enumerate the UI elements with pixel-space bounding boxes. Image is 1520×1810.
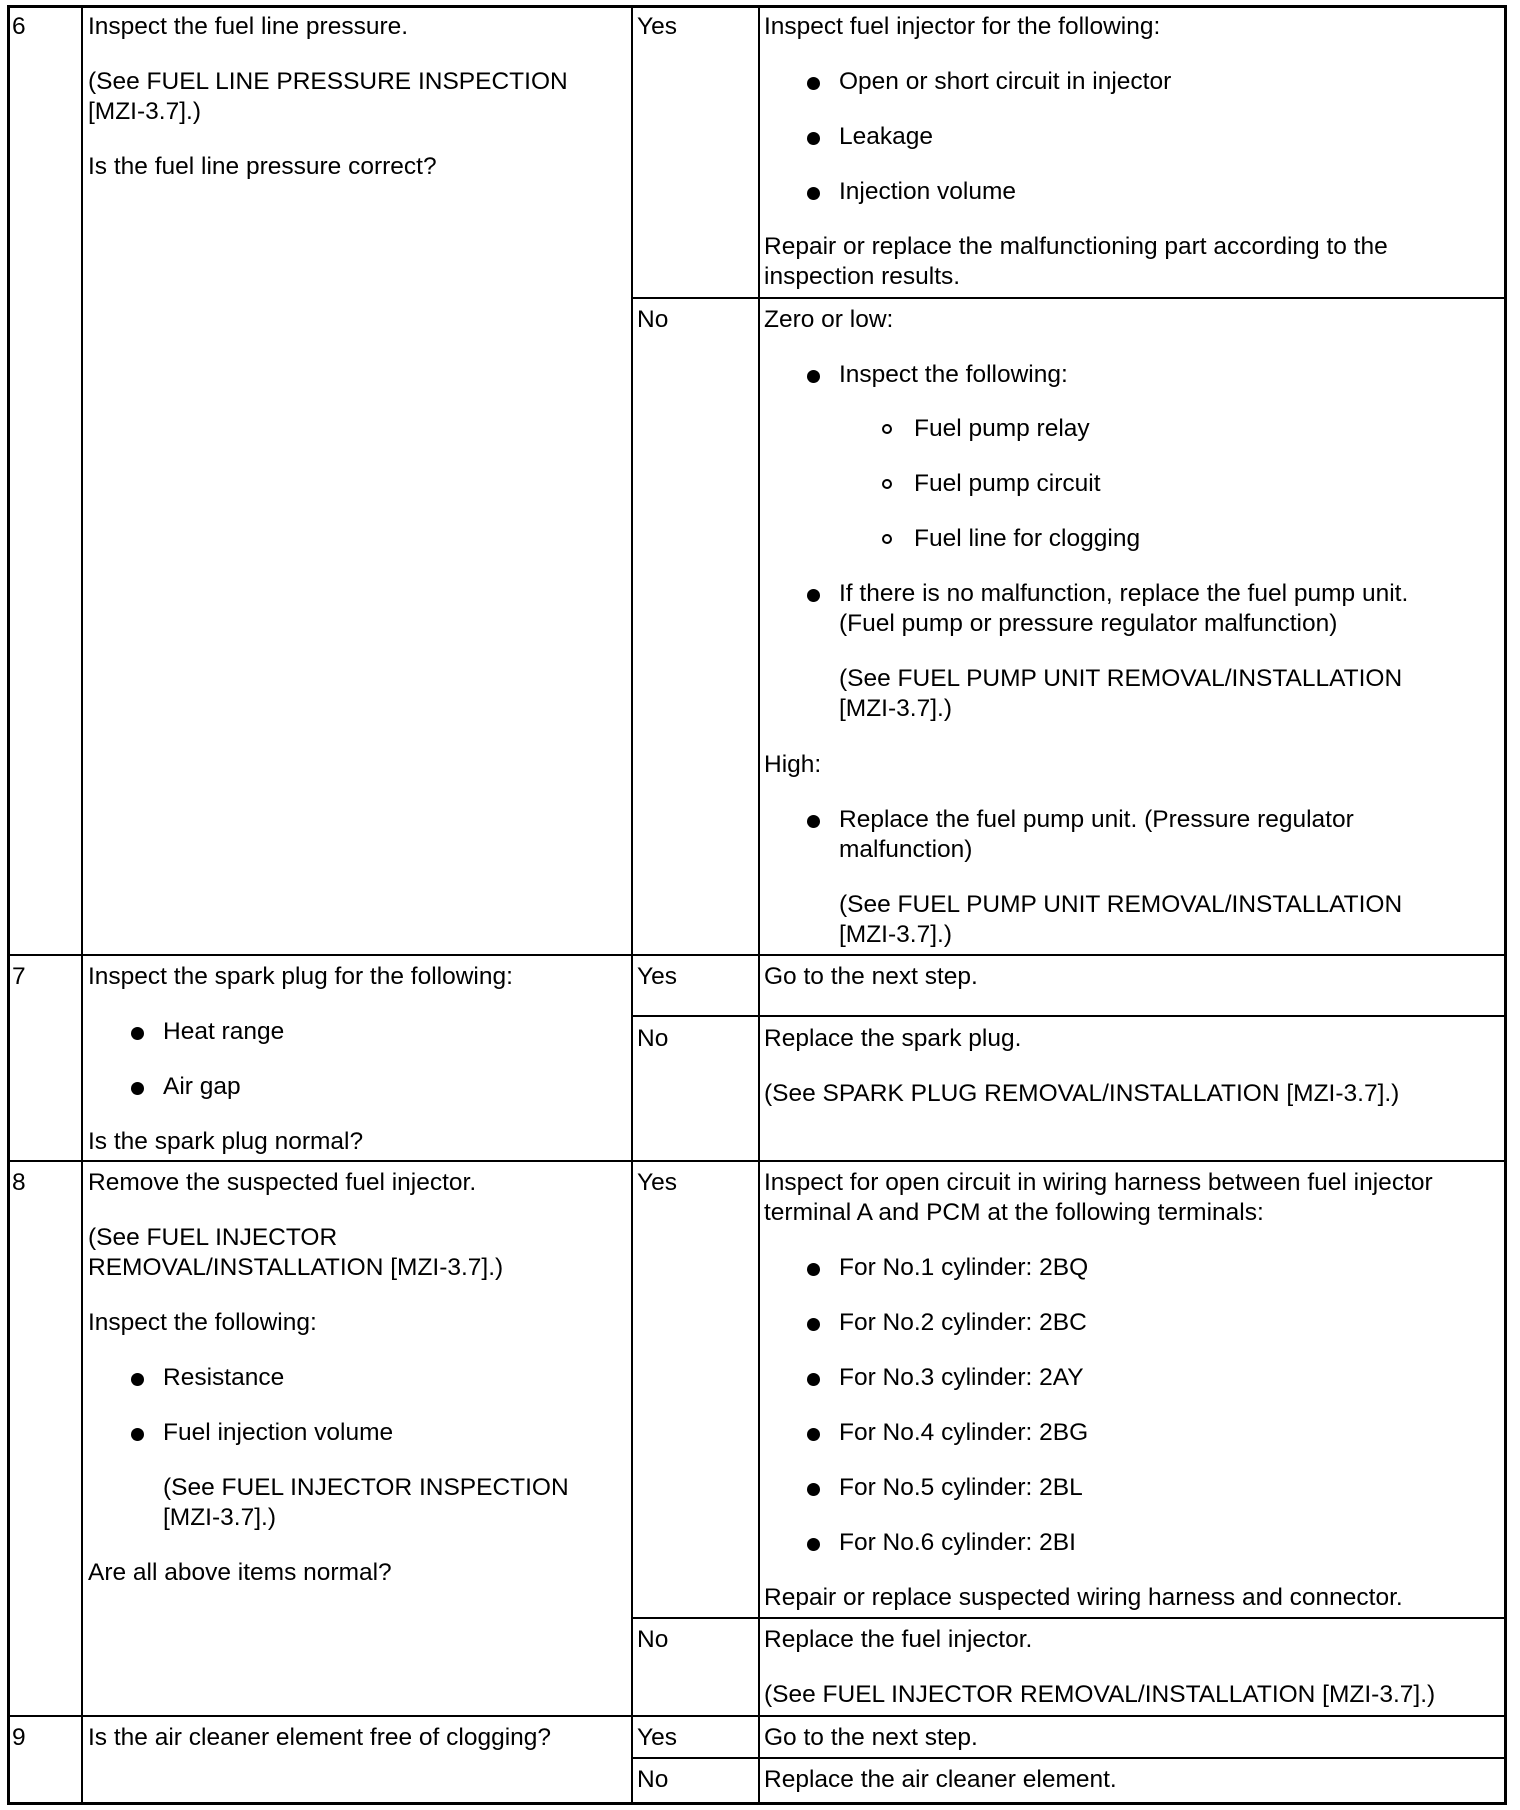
row6-no-sub-1: Fuel pump relay (914, 415, 1090, 442)
bullet-icon (807, 1428, 820, 1441)
row6-no-see-pump-2-line2: [MZI-3.7].) (839, 921, 952, 948)
row9-no-label: No (637, 1766, 669, 1793)
bullet-icon (807, 1538, 820, 1551)
row7-yes-label: Yes (637, 963, 677, 990)
bullet-icon (131, 1373, 144, 1386)
bullet-icon (131, 1428, 144, 1441)
row-divider-7-8 (7, 1160, 1507, 1162)
subrow-divider-9 (631, 1757, 1507, 1759)
row9-yes-label: Yes (637, 1724, 677, 1751)
row8-action-question: Are all above items normal? (88, 1559, 392, 1586)
column-divider-result (758, 5, 760, 1805)
row6-action-line1: Inspect the fuel line pressure. (88, 13, 409, 40)
row6-no-zero-heading: Zero or low: (764, 306, 894, 333)
step-number-7: 7 (12, 963, 26, 990)
row8-no-label: No (637, 1626, 669, 1653)
row7-no-label: No (637, 1025, 669, 1052)
row8-no-see: (See FUEL INJECTOR REMOVAL/INSTALLATION [MZI-3.7].) (764, 1681, 1436, 1708)
subrow-divider-7 (631, 1015, 1507, 1017)
row6-no-malfunction-line2: (Fuel pump or pressure regulator malfunction) (839, 610, 1338, 637)
bullet-icon (807, 1483, 820, 1496)
row8-yes-outro: Repair or replace suspected wiring harness and connector. (764, 1584, 1403, 1611)
subrow-divider-6 (631, 297, 1507, 299)
row6-action-question: Is the fuel line pressure correct? (88, 153, 437, 180)
subrow-divider-8 (631, 1617, 1507, 1619)
row6-no-malfunction-line1: If there is no malfunction, replace the fuel pump unit. (839, 580, 1409, 607)
row6-no-inspect: Inspect the following: (839, 361, 1068, 388)
bullet-icon (807, 187, 820, 200)
row8-yes-bullet-6: For No.6 cylinder: 2BI (839, 1529, 1076, 1556)
row6-no-label: No (637, 306, 669, 333)
row7-action-intro: Inspect the spark plug for the following: (88, 963, 513, 990)
row8-yes-label: Yes (637, 1169, 677, 1196)
bullet-icon (807, 370, 820, 383)
row6-yes-intro: Inspect fuel injector for the following: (764, 13, 1161, 40)
bullet-icon (807, 77, 820, 90)
row6-yes-bullet-1: Open or short circuit in injector (839, 68, 1172, 95)
row8-yes-bullet-3: For No.3 cylinder: 2AY (839, 1364, 1084, 1391)
row7-no-text: Replace the spark plug. (764, 1025, 1022, 1052)
column-divider-step (81, 5, 83, 1805)
row6-action-see-line1: (See FUEL LINE PRESSURE INSPECTION (88, 68, 568, 95)
sub-bullet-icon (882, 479, 892, 489)
bullet-icon (131, 1027, 144, 1040)
row8-action-see-line2: REMOVAL/INSTALLATION [MZI-3.7].) (88, 1254, 504, 1281)
row6-no-sub-2: Fuel pump circuit (914, 470, 1101, 497)
row8-action-see2-line2: [MZI-3.7].) (163, 1504, 276, 1531)
row6-yes-bullet-3: Injection volume (839, 178, 1017, 205)
column-divider-action (631, 5, 633, 1805)
bullet-icon (807, 1373, 820, 1386)
row6-no-sub-3: Fuel line for clogging (914, 525, 1141, 552)
row6-no-see-pump-1-line1: (See FUEL PUMP UNIT REMOVAL/INSTALLATION (839, 665, 1403, 692)
row8-action-see-line1: (See FUEL INJECTOR (88, 1224, 338, 1251)
row7-action-bullet-2: Air gap (163, 1073, 241, 1100)
bullet-icon (131, 1082, 144, 1095)
row6-no-high-heading: High: (764, 751, 822, 778)
row6-no-replace-line2: malfunction) (839, 836, 973, 863)
row7-no-see: (See SPARK PLUG REMOVAL/INSTALLATION [MZI-3.7].) (764, 1080, 1400, 1107)
row8-yes-bullet-2: For No.2 cylinder: 2BC (839, 1309, 1087, 1336)
sub-bullet-icon (882, 424, 892, 434)
row8-yes-intro-line1: Inspect for open circuit in wiring harness between fuel injector (764, 1169, 1433, 1196)
row6-no-see-pump-1-line2: [MZI-3.7].) (839, 695, 952, 722)
step-number-9: 9 (12, 1724, 26, 1751)
row6-yes-bullet-2: Leakage (839, 123, 934, 150)
row8-action-see2-line1: (See FUEL INJECTOR INSPECTION (163, 1474, 569, 1501)
row-divider-6-7 (7, 954, 1507, 956)
row-divider-8-9 (7, 1715, 1507, 1717)
row7-action-bullet-1: Heat range (163, 1018, 285, 1045)
bullet-icon (807, 815, 820, 828)
row6-no-see-pump-2-line1: (See FUEL PUMP UNIT REMOVAL/INSTALLATION (839, 891, 1403, 918)
row8-yes-bullet-5: For No.5 cylinder: 2BL (839, 1474, 1083, 1501)
step-number-8: 8 (12, 1169, 26, 1196)
sub-bullet-icon (882, 534, 892, 544)
row9-action: Is the air cleaner element free of clogging? (88, 1724, 552, 1751)
row8-action-intro: Remove the suspected fuel injector. (88, 1169, 477, 1196)
row7-yes-text: Go to the next step. (764, 963, 978, 990)
bullet-icon (807, 1263, 820, 1276)
step-number-6: 6 (12, 13, 26, 40)
row8-action-bullet-1: Resistance (163, 1364, 285, 1391)
bullet-icon (807, 589, 820, 602)
bullet-icon (807, 132, 820, 145)
row6-yes-outro-line2: inspection results. (764, 263, 961, 290)
row8-action-inspect: Inspect the following: (88, 1309, 317, 1336)
row6-no-replace-line1: Replace the fuel pump unit. (Pressure regulator (839, 806, 1354, 833)
row8-yes-bullet-1: For No.1 cylinder: 2BQ (839, 1254, 1089, 1281)
row6-action-see-line2: [MZI-3.7].) (88, 98, 201, 125)
row7-action-question: Is the spark plug normal? (88, 1128, 364, 1155)
row8-no-text: Replace the fuel injector. (764, 1626, 1033, 1653)
row9-no-text: Replace the air cleaner element. (764, 1766, 1117, 1793)
row6-yes-outro-line1: Repair or replace the malfunctioning part according to the (764, 233, 1388, 260)
row6-yes-label: Yes (637, 13, 677, 40)
row8-action-bullet-2: Fuel injection volume (163, 1419, 394, 1446)
row9-yes-text: Go to the next step. (764, 1724, 978, 1751)
bullet-icon (807, 1318, 820, 1331)
row8-yes-intro-line2: terminal A and PCM at the following terminals: (764, 1199, 1264, 1226)
row8-yes-bullet-4: For No.4 cylinder: 2BG (839, 1419, 1089, 1446)
